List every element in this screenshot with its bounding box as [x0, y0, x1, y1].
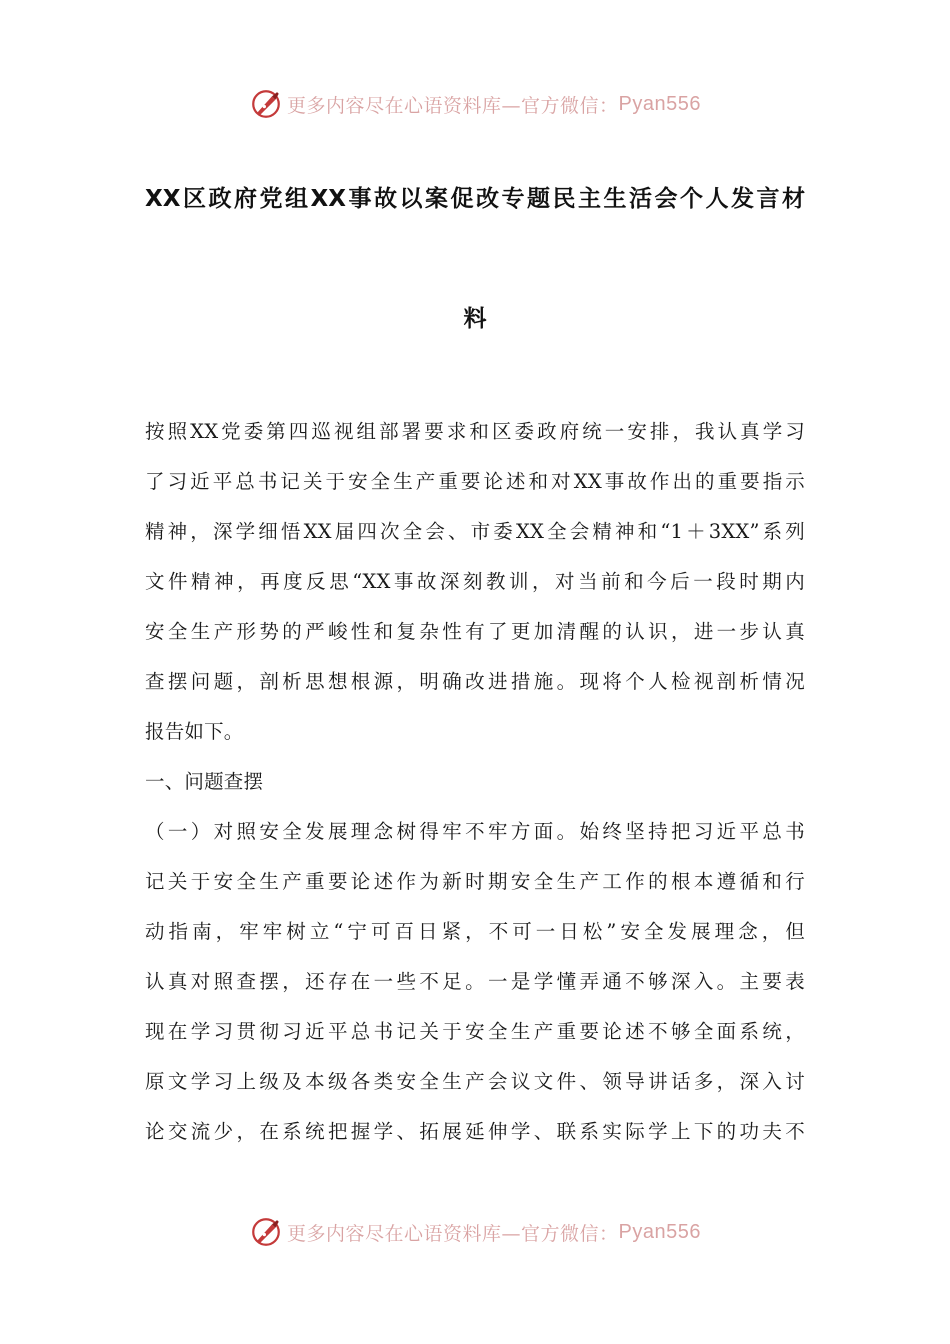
- body-line: 报告如下。: [145, 720, 244, 743]
- watermark-text: 更多内容尽在心语资料库—官方微信：: [287, 94, 619, 117]
- pen-nib-logo-icon: [249, 1215, 283, 1249]
- body-line: 精神，深学细悟XX届四次全会、市委XX全会精神和“1＋3XX”系列: [145, 520, 805, 543]
- body-line: 现在学习贯彻习近平总书记关于安全生产重要论述不够全面系统，: [145, 1020, 805, 1043]
- header-watermark: [0, 84, 950, 124]
- body-line: 文件精神，再度反思“XX事故深刻教训，对当前和今后一段时期内: [145, 570, 805, 593]
- body-line: 认真对照查摆，还存在一些不足。一是学懂弄通不够深入。主要表: [145, 970, 805, 993]
- body-line: 查摆问题，剖析思想根源，明确改进措施。现将个人检视剖析情况: [145, 670, 805, 693]
- body-line: 安全生产形势的严峻性和复杂性有了更加清醒的认识，进一步认真: [145, 620, 805, 643]
- body-line: 论交流少，在系统把握学、拓展延伸学、联系实际学上下的功夫不: [145, 1120, 805, 1143]
- section-heading: 一、问题查摆: [145, 770, 264, 793]
- watermark-account: Pyan556: [618, 92, 701, 115]
- body-line: 按照XX党委第四巡视组部署要求和区委政府统一安排，我认真学习: [145, 420, 805, 443]
- body-line: （一）对照安全发展理念树得牢不牢方面。始终坚持把习近平总书: [145, 820, 805, 843]
- pen-nib-logo-icon: [249, 87, 283, 121]
- watermark-account: Pyan556: [618, 1220, 701, 1243]
- body-line: 动指南，牢牢树立“宁可百日紧，不可一日松”安全发展理念，但: [145, 920, 805, 943]
- document-title-line-1: XX区政府党组XX事故以案促改专题民主生活会个人发言材: [145, 186, 805, 212]
- body-line: 了习近平总书记关于安全生产重要论述和对XX事故作出的重要指示: [145, 470, 805, 493]
- body-line: 记关于安全生产重要论述作为新时期安全生产工作的根本遵循和行: [145, 870, 805, 893]
- watermark-text: 更多内容尽在心语资料库—官方微信：: [287, 1222, 619, 1245]
- document-title-line-2: 料: [463, 306, 487, 332]
- body-line: 原文学习上级及本级各类安全生产会议文件、领导讲话多，深入讨: [145, 1070, 805, 1093]
- footer-watermark: [0, 1212, 950, 1252]
